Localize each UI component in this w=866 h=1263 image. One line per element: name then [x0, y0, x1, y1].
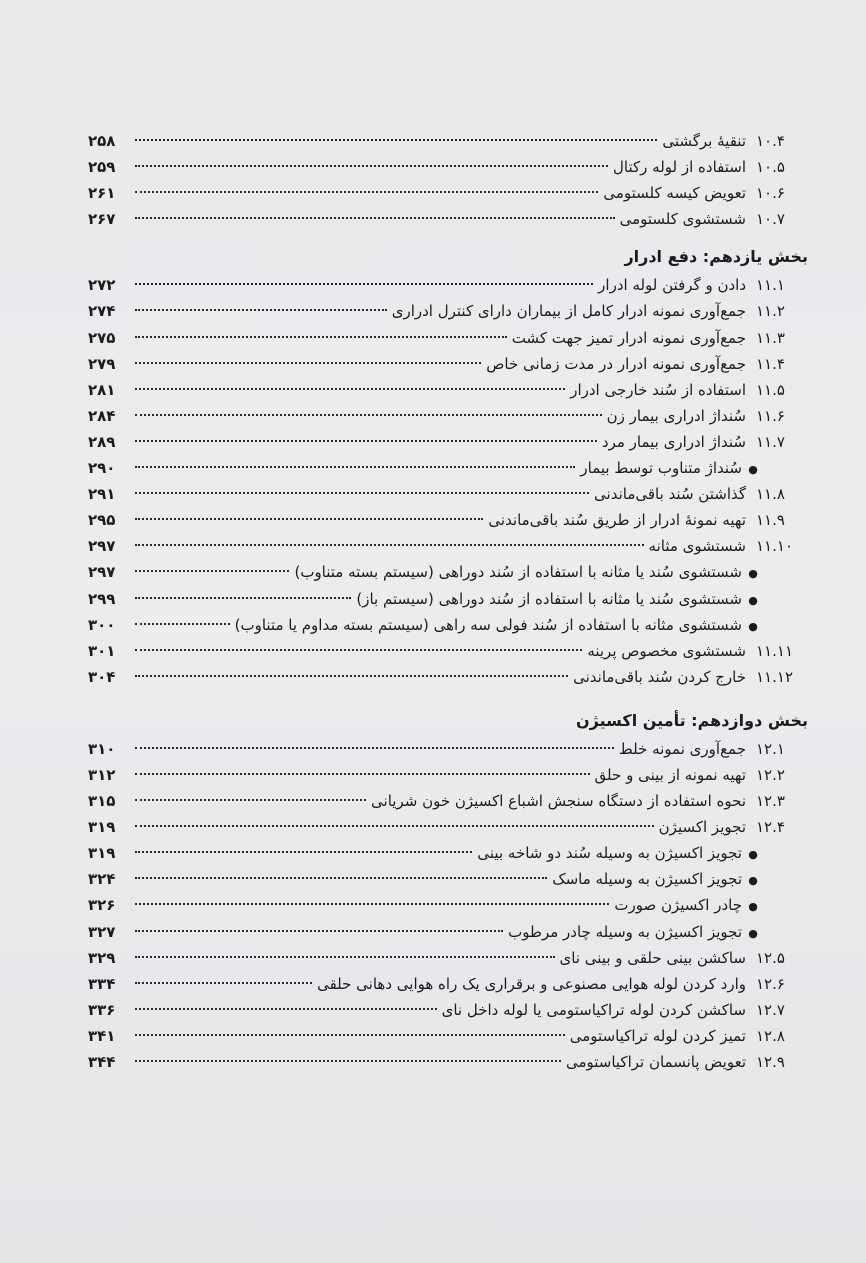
entry-title: جمع‌آوری نمونه ادرار تمیز جهت کشت [511, 328, 746, 347]
toc-entry [88, 736, 808, 762]
dot-leader [135, 466, 575, 468]
entry-number: ۱۲.۳ [756, 792, 785, 811]
dot-leader [135, 1034, 565, 1036]
dot-leader [135, 1008, 437, 1010]
entry-page-number: ۳۴۱ [88, 1026, 116, 1045]
toc-entry [88, 664, 808, 690]
entry-title: سُنداژ متناوب توسط بیمار [580, 459, 742, 478]
entry-number: ۱۱.۱۲ [756, 667, 793, 686]
bullet-icon: ● [748, 619, 758, 633]
entry-page-number: ۳۲۹ [88, 948, 116, 967]
entry-page-number: ۳۱۲ [88, 765, 116, 784]
entry-number: ۱۲.۵ [756, 948, 785, 967]
entry-page-number: ۲۸۹ [88, 432, 116, 451]
entry-number: ۱۰.۴ [756, 132, 785, 150]
dot-leader [135, 544, 644, 546]
entry-page-number: ۲۹۱ [88, 485, 116, 504]
toc-entry [88, 788, 808, 814]
toc-subentry [88, 559, 808, 585]
table-of-contents [88, 128, 808, 1075]
toc-subentry [88, 612, 808, 638]
section-heading-11: بخش یازدهم: دفع ادرار [624, 247, 808, 267]
entry-number: ۱۱.۱۱ [756, 641, 793, 660]
entry-title: استفاده از سُند خارجی ادرار [570, 380, 746, 399]
dot-leader [135, 217, 615, 219]
toc-entry [88, 206, 808, 232]
entry-number: ۱۲.۴ [756, 818, 785, 837]
dot-leader [135, 675, 568, 677]
entry-page-number: ۳۰۰ [88, 615, 116, 634]
dot-leader [135, 283, 593, 285]
entry-title: تهیه نمونه از بینی و حلق [594, 765, 746, 784]
entry-page-number: ۳۲۴ [88, 870, 116, 889]
dot-leader [135, 362, 481, 364]
dot-leader [135, 799, 366, 801]
bullet-icon: ● [748, 900, 758, 914]
entry-page-number: ۲۸۴ [88, 406, 116, 425]
dot-leader [135, 165, 608, 167]
entry-page-number: ۲۹۵ [88, 511, 116, 530]
entry-title: وارد کردن لوله هوایی مصنوعی و برقراری یک راه هوایی دهانی حلقی [317, 974, 746, 993]
dot-leader [135, 414, 602, 416]
entry-page-number: ۳۲۷ [88, 922, 116, 941]
toc-entry [88, 997, 808, 1023]
entry-number: ۱۲.۶ [756, 974, 785, 993]
dot-leader [135, 1060, 561, 1062]
toc-subentry [88, 892, 808, 918]
entry-page-number: ۳۰۱ [88, 641, 116, 660]
dot-leader [135, 851, 472, 853]
entry-number: ۱۲.۲ [756, 765, 785, 784]
toc-subentry [88, 919, 808, 945]
toc-entry [88, 1023, 808, 1049]
entry-title: استفاده از لوله رکتال [613, 158, 746, 177]
bullet-icon: ● [748, 463, 758, 477]
toc-entry [88, 154, 808, 180]
entry-page-number: ۲۶۱ [88, 184, 116, 203]
dot-leader [135, 982, 312, 984]
toc-entry [88, 325, 808, 351]
entry-number: ۱۰.۵ [756, 158, 785, 177]
entry-page-number: ۲۷۹ [88, 354, 116, 373]
dot-leader [135, 623, 230, 625]
entry-title: تعویض پانسمان تراکیاستومی [565, 1053, 746, 1071]
entry-number: ۱۱.۱ [756, 276, 785, 295]
dot-leader [135, 930, 503, 932]
section-12-entries [88, 736, 808, 1075]
entry-page-number: ۲۹۷ [88, 537, 116, 556]
entry-title: تجویز اکسیژن به وسیله چادر مرطوب [508, 922, 742, 941]
dot-leader [135, 877, 547, 879]
toc-entry [88, 351, 808, 377]
entry-page-number: ۲۹۹ [88, 589, 116, 608]
toc-entry [88, 1049, 808, 1075]
entry-title: سُنداژ ادراری بیمار زن [606, 406, 746, 425]
dot-leader [135, 773, 590, 775]
entry-page-number: ۳۳۴ [88, 974, 116, 993]
entry-page-number: ۲۵۹ [88, 158, 116, 177]
section-11-entries [88, 272, 808, 690]
entry-title: جمع‌آوری نمونه ادرار کامل از بیماران دارای کنترل ادراری [391, 302, 746, 321]
entry-title: شستشوی سُند یا مثانه با استفاده از سُند دوراهی (سیستم باز) [356, 589, 742, 608]
section-heading-12: بخش دوازدهم: تأمین اکسیژن [575, 710, 808, 730]
entry-page-number: ۲۹۷ [88, 563, 116, 582]
toc-entry [88, 945, 808, 971]
dot-leader [135, 903, 609, 905]
entry-title: ساکشن کردن لوله تراکیاستومی یا لوله داخل نای [441, 1000, 746, 1019]
entry-number: ۱۱.۶ [756, 406, 785, 425]
entry-number: ۱۱.۹ [756, 511, 785, 530]
entry-title: تجویز اکسیژن به وسیله سُند دو شاخه بینی [477, 844, 742, 863]
toc-entry [88, 128, 808, 154]
toc-entry [88, 507, 808, 533]
toc-entry [88, 377, 808, 403]
dot-leader [135, 191, 598, 193]
dot-leader [135, 956, 555, 958]
toc-subentry [88, 840, 808, 866]
dot-leader [135, 747, 614, 749]
entry-title: شستشوی مثانه [648, 537, 746, 556]
section-10-entries [88, 128, 808, 232]
entry-title: نحوه استفاده از دستگاه سنجش اشباع اکسیژن خون شریانی [371, 792, 746, 811]
entry-title: تجویز اکسیژن [658, 818, 746, 837]
bullet-icon: ● [748, 874, 758, 888]
dot-leader [135, 649, 582, 651]
entry-number: ۱۱.۵ [756, 380, 785, 399]
bullet-icon: ● [748, 593, 758, 607]
entry-title: جمع‌آوری نمونه ادرار در مدت زمانی خاص [486, 354, 746, 373]
toc-entry [88, 403, 808, 429]
entry-title: گذاشتن سُند باقی‌ماندنی [594, 485, 746, 504]
bullet-icon: ● [748, 848, 758, 862]
toc-subentry [88, 455, 808, 481]
entry-number: ۱۱.۷ [756, 432, 785, 451]
entry-number: ۱۱.۳ [756, 328, 785, 347]
entry-title: شستشوی مثانه با استفاده از سُند فولی سه راهی (سیستم بسته مداوم یا متناوب) [234, 615, 742, 634]
entry-number: ۱۱.۱۰ [756, 537, 793, 556]
entry-number: ۱۱.۲ [756, 302, 785, 321]
entry-title: دادن و گرفتن لوله ادرار [598, 276, 746, 295]
entry-page-number: ۲۷۵ [88, 328, 116, 347]
entry-title: شستشوی مخصوص پرینه [587, 641, 746, 660]
entry-title: تجویز اکسیژن به وسیله ماسک [552, 870, 742, 889]
entry-number: ۱۱.۴ [756, 354, 785, 373]
entry-page-number: ۲۸۱ [88, 380, 116, 399]
entry-number: ۱۲.۷ [756, 1000, 785, 1019]
entry-page-number: ۲۶۷ [88, 210, 116, 229]
entry-number: ۱۰.۶ [756, 184, 785, 203]
entry-title: سُنداژ ادراری بیمار مرد [601, 432, 746, 451]
dot-leader [135, 388, 565, 390]
entry-title: جمع‌آوری نمونه خلط [618, 739, 746, 758]
entry-number: ۱۲.۹ [756, 1053, 785, 1071]
entry-title: چادر اکسیژن صورت [614, 896, 742, 915]
toc-entry [88, 533, 808, 559]
entry-page-number: ۳۱۹ [88, 818, 116, 837]
entry-title: تعویض کیسه کلستومی [603, 184, 746, 203]
toc-entry [88, 298, 808, 324]
entry-title: شستشوی سُند یا مثانه با استفاده از سُند دوراهی (سیستم بسته متناوب) [294, 563, 742, 582]
entry-title: تمیز کردن لوله تراکیاستومی [569, 1026, 746, 1045]
toc-entry [88, 429, 808, 455]
dot-leader [135, 336, 507, 338]
entry-number: ۱۱.۸ [756, 485, 785, 504]
dot-leader [135, 825, 654, 827]
entry-page-number: ۲۹۰ [88, 459, 116, 478]
toc-entry [88, 814, 808, 840]
entry-page-number: ۳۲۶ [88, 896, 116, 915]
entry-title: تنقیهٔ برگشتی [662, 132, 746, 150]
dot-leader [135, 139, 657, 141]
entry-title: شستشوی کلستومی [619, 210, 746, 229]
entry-page-number: ۳۱۹ [88, 844, 116, 863]
bullet-icon: ● [748, 926, 758, 940]
entry-page-number: ۳۰۴ [88, 667, 116, 686]
toc-subentry [88, 866, 808, 892]
entry-title: خارج کردن سُند باقی‌ماندنی [573, 667, 746, 686]
bullet-icon: ● [748, 567, 758, 581]
dot-leader [135, 309, 387, 311]
entry-page-number: ۲۵۸ [88, 132, 116, 150]
entry-page-number: ۳۱۰ [88, 739, 116, 758]
dot-leader [135, 518, 483, 520]
toc-entry [88, 971, 808, 997]
entry-number: ۱۲.۸ [756, 1026, 785, 1045]
dot-leader [135, 440, 597, 442]
toc-entry [88, 180, 808, 206]
entry-title: ساکشن بینی حلقی و بینی نای [559, 948, 746, 967]
toc-entry [88, 762, 808, 788]
entry-page-number: ۳۴۴ [88, 1053, 116, 1071]
entry-number: ۱۰.۷ [756, 210, 785, 229]
dot-leader [135, 570, 289, 572]
entry-number: ۱۲.۱ [756, 739, 785, 758]
toc-entry [88, 638, 808, 664]
dot-leader [135, 597, 351, 599]
toc-entry [88, 481, 808, 507]
entry-title: تهیه نمونهٔ ادرار از طریق سُند باقی‌ماندنی [488, 511, 746, 530]
entry-page-number: ۲۷۴ [88, 302, 116, 321]
toc-subentry [88, 586, 808, 612]
entry-page-number: ۳۳۶ [88, 1000, 116, 1019]
dot-leader [135, 492, 589, 494]
entry-page-number: ۳۱۵ [88, 792, 116, 811]
toc-entry [88, 272, 808, 298]
entry-page-number: ۲۷۲ [88, 276, 116, 295]
